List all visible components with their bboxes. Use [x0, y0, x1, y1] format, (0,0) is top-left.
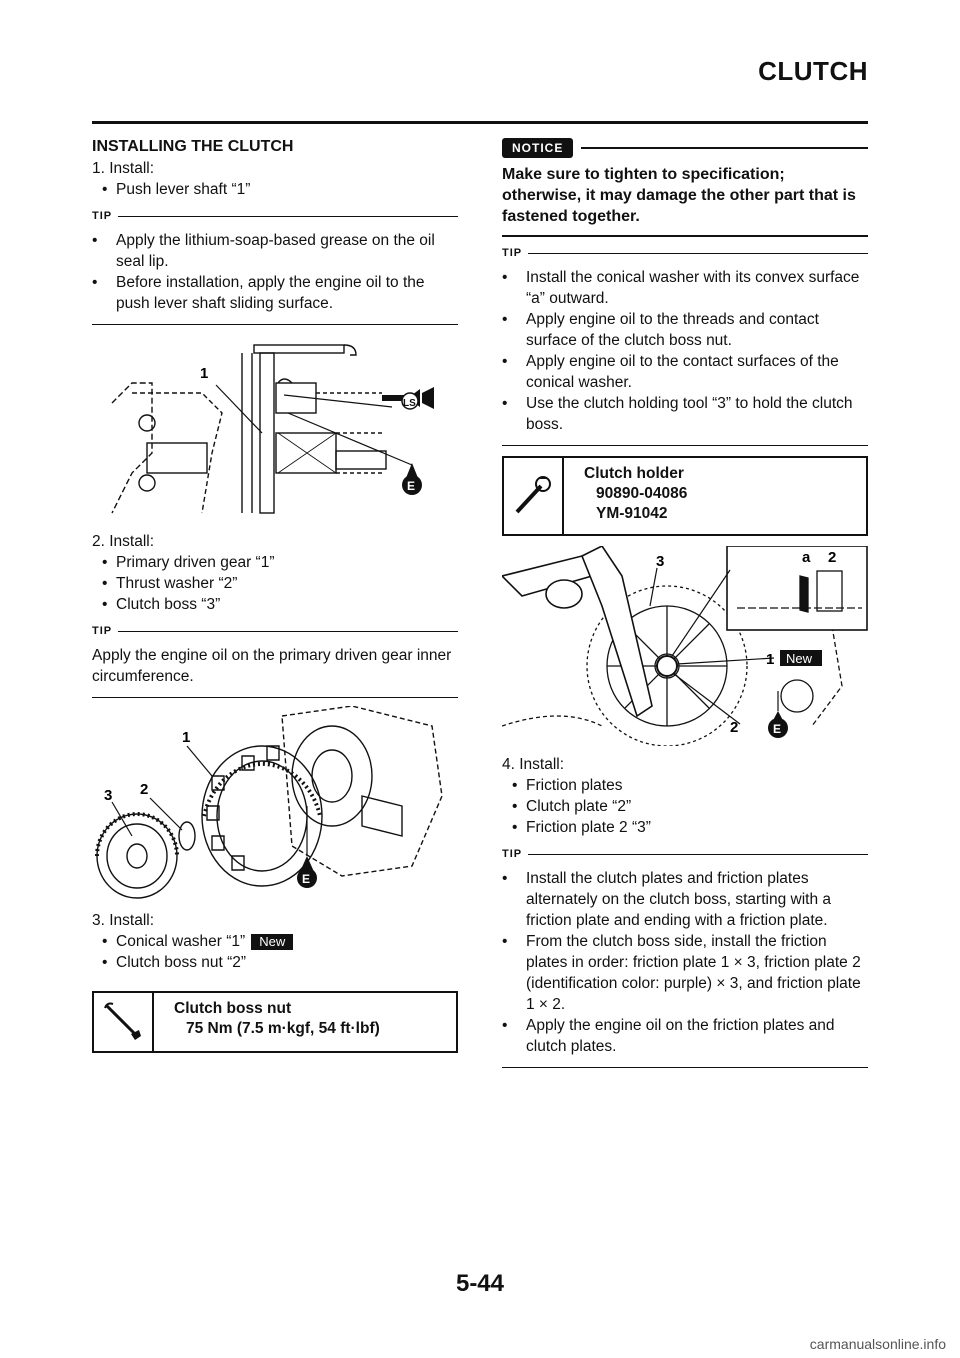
e-badge: E	[302, 872, 311, 886]
new-badge: New	[786, 651, 813, 666]
step-4-label: 4. Install:	[502, 756, 565, 773]
step-3-label: 3. Install:	[92, 912, 155, 929]
callout-2: 2	[140, 781, 149, 798]
tool-part-number: 90890-04086	[596, 485, 688, 502]
ls-badge: LS	[403, 398, 416, 409]
clutch-boss-figure	[92, 706, 458, 902]
torque-spec-box	[92, 991, 458, 1053]
header-rule	[92, 121, 868, 124]
tip-1-item: • Before installation, apply the engine oil to the push lever shaft sliding surface.	[92, 272, 458, 314]
tip-1-item: • Apply the lithium-soap-based grease on the oil seal lip.	[92, 230, 458, 272]
step-1-label: 1. Install:	[92, 160, 155, 177]
clutch-holder-figure	[502, 546, 868, 746]
notice-badge: NOTICE	[502, 138, 573, 158]
step-2-label: 2. Install:	[92, 533, 155, 550]
tip-3-item: • Use the clutch holding tool “3” to hold the clutch boss.	[502, 393, 868, 435]
page-number: 5-44	[455, 1270, 505, 1297]
tip-3-item: • Apply engine oil to the contact surfaces of the conical washer.	[502, 351, 868, 393]
callout-1: 1	[182, 729, 191, 746]
left-column	[92, 134, 458, 1063]
tip-2-body: Apply the engine oil on the primary driven gear inner circumference.	[92, 637, 458, 698]
torque-wrench-icon	[94, 993, 154, 1051]
step-4-item: • Friction plates	[512, 775, 868, 796]
step-3-item-text: Conical washer “1”	[116, 933, 246, 950]
tool-name: Clutch holder	[584, 465, 684, 482]
step-3-item	[102, 931, 458, 952]
step-2-item: • Thrust washer “2”	[102, 573, 458, 594]
watermark: carmanualsonline.info	[809, 1336, 946, 1352]
tool-part-number: YM-91042	[596, 505, 668, 522]
tip-3-item: • Install the conical washer with its convex surface “a” outward.	[502, 267, 868, 309]
callout-a: a	[802, 549, 811, 566]
clutch-boss-illustration	[92, 706, 458, 902]
page-title: CLUTCH	[758, 56, 868, 86]
tip-3-item: • Apply engine oil to the threads and contact surface of the clutch boss nut.	[502, 309, 868, 351]
spec-value: 75 Nm (7.5 m·kgf, 54 ft·lbf)	[186, 1020, 380, 1037]
tip-3-label: TIP	[502, 247, 523, 259]
tip-1-body	[92, 222, 458, 325]
tip-2-header	[92, 625, 458, 637]
tip-4-body	[502, 860, 868, 1068]
callout-1: 1	[200, 365, 209, 382]
callout-1: 1	[766, 651, 775, 668]
callout-3: 3	[656, 553, 665, 570]
tool-spec-box	[502, 456, 868, 536]
tip-4-label: TIP	[502, 848, 523, 860]
step-4-item: • Friction plate 2 “3”	[512, 817, 868, 838]
tip-4-item: • From the clutch boss side, install the friction plates in order: friction plate 1 × 3, friction plate 2 (identification color: purple) × 3, and friction plate 1 × 2.	[502, 931, 868, 1015]
tip-2-label: TIP	[92, 625, 113, 637]
notice-text: Make sure to tighten to specification; otherwise, it may damage the other part that is fastened together.	[502, 164, 868, 237]
tip-1-label: TIP	[92, 210, 113, 222]
step-2-item: • Primary driven gear “1”	[102, 552, 458, 573]
tip-4-item: • Apply the engine oil on the friction plates and clutch plates.	[502, 1015, 868, 1057]
step-2-item: • Clutch boss “3”	[102, 594, 458, 615]
tip-3-body	[502, 259, 868, 446]
step-3-item: • Clutch boss nut “2”	[102, 952, 458, 973]
spec-name: Clutch boss nut	[174, 1000, 292, 1017]
tip-4-header	[502, 848, 868, 860]
step-1-item: • Push lever shaft “1”	[102, 179, 458, 200]
push-lever-shaft-illustration	[92, 333, 458, 523]
tip-4-item: • Install the clutch plates and friction plates alternately on the clutch boss, starting with a friction plate and ending with a friction plate.	[502, 868, 868, 931]
callout-2: 2	[730, 719, 739, 736]
e-badge: E	[773, 722, 782, 736]
clutch-holder-illustration	[502, 546, 868, 746]
callout-2: 2	[828, 549, 837, 566]
tip-3-header	[502, 247, 868, 259]
right-column	[502, 138, 868, 1068]
tip-1-header	[92, 210, 458, 222]
e-badge: E	[407, 479, 416, 493]
section-heading: INSTALLING THE CLUTCH	[92, 138, 294, 155]
notice-header	[502, 138, 868, 158]
new-badge: New	[251, 934, 293, 950]
holder-tool-icon	[504, 458, 564, 534]
push-lever-shaft-figure	[92, 333, 458, 523]
callout-3: 3	[104, 787, 113, 804]
step-4-item: • Clutch plate “2”	[512, 796, 868, 817]
